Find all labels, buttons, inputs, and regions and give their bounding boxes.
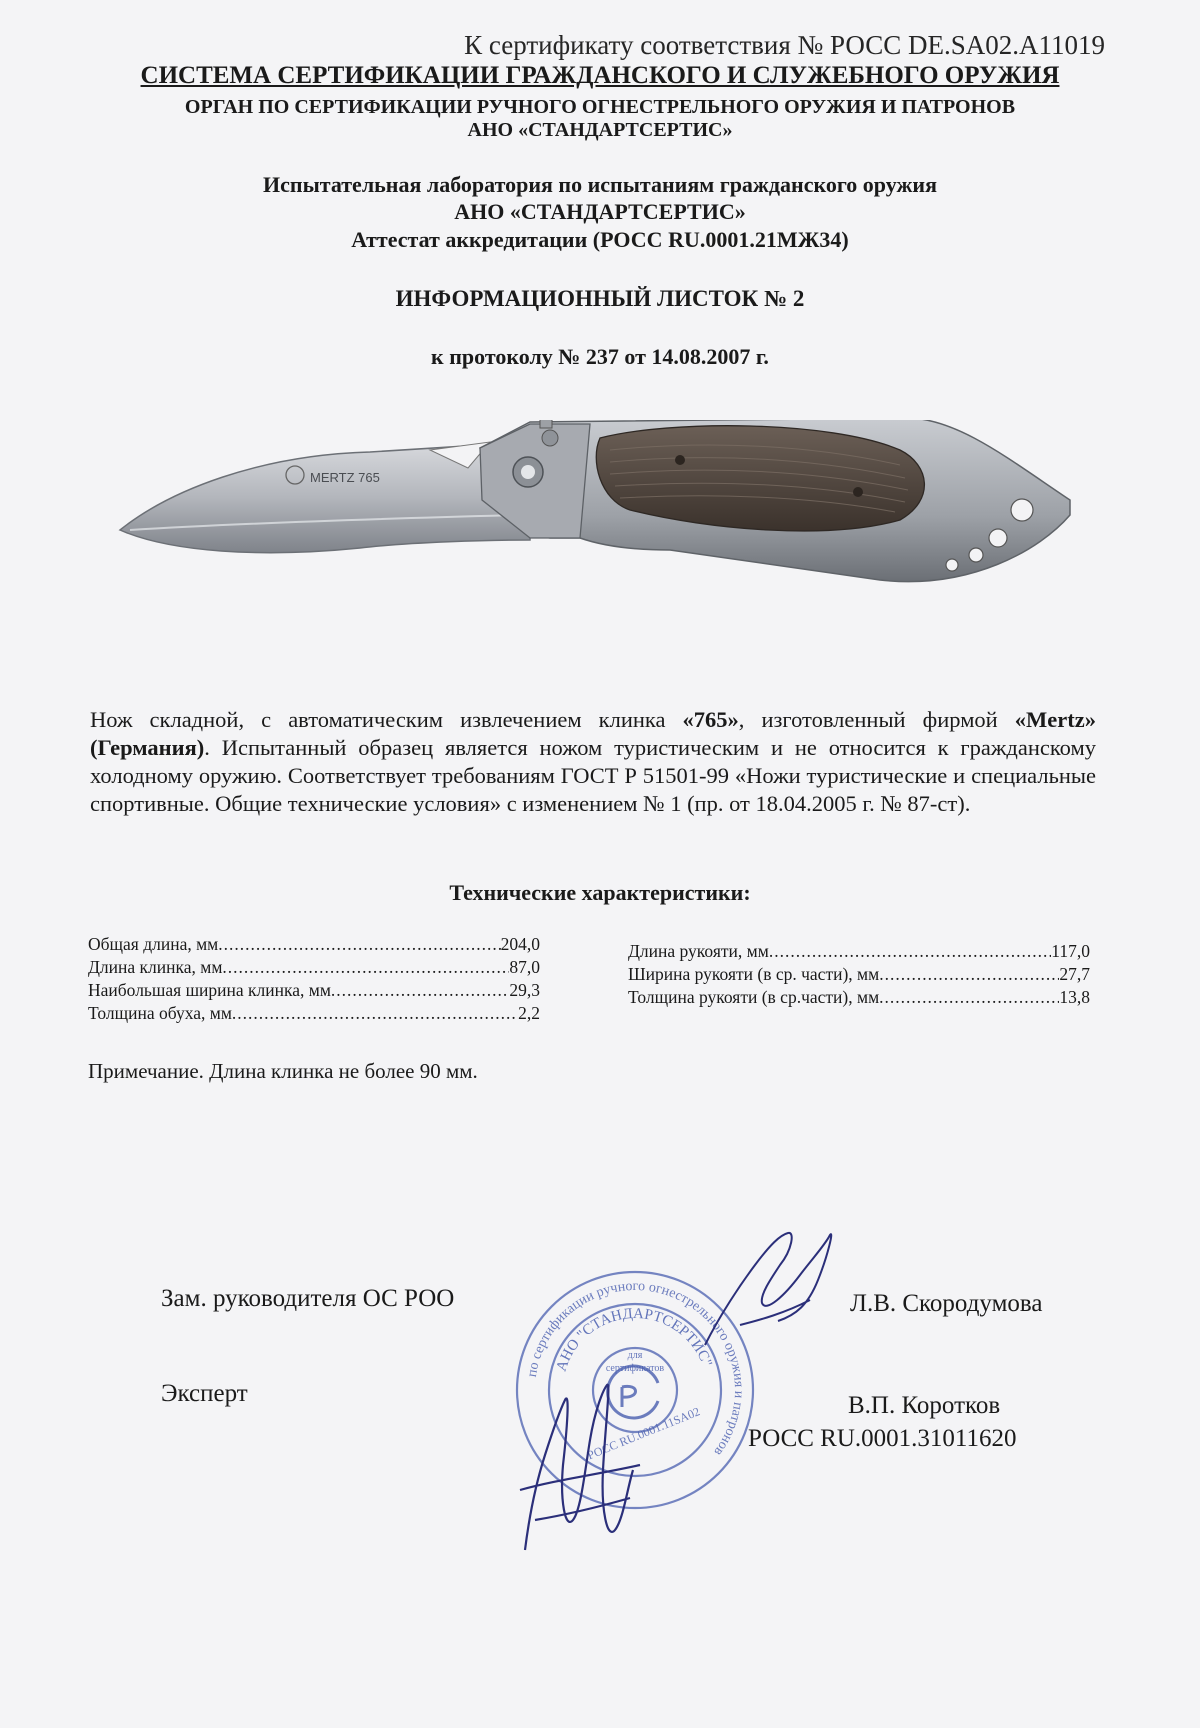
dot-leader [232,1002,518,1025]
certificate-reference: К сертификату соответствия № РОСС DE.SA02.A11019 [464,30,1105,60]
lab-accreditation: Аттестат аккредитации (РОСС RU.0001.21МЖ34) [351,227,849,252]
spec-label: Толщина обуха, мм [88,1003,232,1023]
signature-deputy [700,1225,840,1355]
dot-leader [218,933,500,956]
pommel-hole [1011,499,1033,521]
spec-label: Общая длина, мм [88,934,219,954]
spec-value: 204,0 [500,934,540,954]
pommel-hole [969,548,983,562]
dot-leader [879,986,1059,1009]
lab-name: АНО «СТАНДАРТСЕРТИС» [454,199,746,224]
spec-row [628,986,1090,1009]
spec-value: 27,7 [1059,964,1090,984]
brand-mark: MERTZ 765 [310,470,380,485]
spec-row [88,956,540,979]
spec-label: Ширина рукояти (в ср. части), мм [628,964,880,984]
maker-name: «Mertz» (Германия) [90,707,1096,760]
spec-row [88,933,540,956]
spec-value: 117,0 [1051,941,1090,961]
dot-leader [222,956,509,979]
specs-left-column [88,933,540,1025]
specs-right-column [628,940,1090,1009]
note: Примечание. Длина клинка не более 90 мм. [88,1059,478,1083]
stamp-ring-text: по сертификации ручного огнестрельного оружия и патронов [524,1278,747,1459]
specs-title: Технические характеристики: [449,880,751,905]
signatory-name-deputy: Л.В. Скородумова [850,1290,1043,1317]
pommel-hole [989,529,1007,547]
signatory-role-deputy: Зам. руководителя ОС РОО [161,1285,455,1312]
model-name: «765» [682,707,739,732]
stamp-code: РОСС RU.0001.11SA02 [585,1404,702,1463]
protocol-reference: к протоколу № 237 от 14.08.2007 г. [431,344,769,369]
dot-leader [331,979,509,1002]
spec-value: 2,2 [518,1003,540,1023]
product-description [90,706,1096,818]
signatory-role-expert: Эксперт [161,1380,248,1407]
spec-label: Длина рукояти, мм [628,941,769,961]
dot-leader [879,963,1059,986]
spec-value: 29,3 [509,980,540,1000]
organ-name: АНО «СТАНДАРТСЕРТИС» [467,119,733,141]
spec-row [88,979,540,1002]
spec-row [88,1002,540,1025]
spec-row [628,940,1090,963]
pommel-hole [946,559,958,571]
description-text: Нож складной, с автоматическим извлечением клинка [90,707,683,732]
description-text: , изготовленный фирмой [738,707,1015,732]
signatory-name-expert: В.П. Коротков [848,1392,1001,1419]
spec-value: 87,0 [509,957,540,977]
expert-registration: РОСС RU.0001.31011620 [748,1425,1017,1452]
sheet-title: ИНФОРМАЦИОННЫЙ ЛИСТОК № 2 [395,286,805,311]
stamp-org: АНО "СТАНДАРТСЕРТИС" [553,1305,715,1374]
certification-organ: ОРГАН ПО СЕРТИФИКАЦИИ РУЧНОГО ОГНЕСТРЕЛЬНОГО ОРУЖИЯ И ПАТРОНОВ [184,96,1016,118]
spec-label: Толщина рукояти (в ср.части), мм [628,987,880,1007]
lab-title: Испытательная лаборатория по испытаниям гражданского оружия [263,172,937,197]
spec-label: Длина клинка, мм [88,957,223,977]
stamp-center-top: для [627,1350,643,1361]
description-text: . Испытанный образец является ножом туристическим и не относится к гражданскому холодному оружию. Соответствует требованиям ГОСТ Р 51501-99 «Ножи туристические и специальные спортивные. Общие технические условия» с изменением № 1 (пр. от 18.04.2005 г. № 87-ст). [90,735,1096,816]
handle-screw-2 [853,487,863,497]
spec-label: Наибольшая ширина клинка, мм [88,980,331,1000]
signature-expert [515,1370,645,1555]
certification-system-title: СИСТЕМА СЕРТИФИКАЦИИ ГРАЖДАНСКОГО И СЛУЖЕБНОГО ОРУЖИЯ [140,62,1060,89]
spec-row [628,963,1090,986]
knife-photo [110,420,1080,640]
handle-screw [675,455,685,465]
dot-leader [769,940,1051,963]
stamp-center-mid: сертификатов [605,1363,665,1374]
spec-value: 13,8 [1059,987,1090,1007]
